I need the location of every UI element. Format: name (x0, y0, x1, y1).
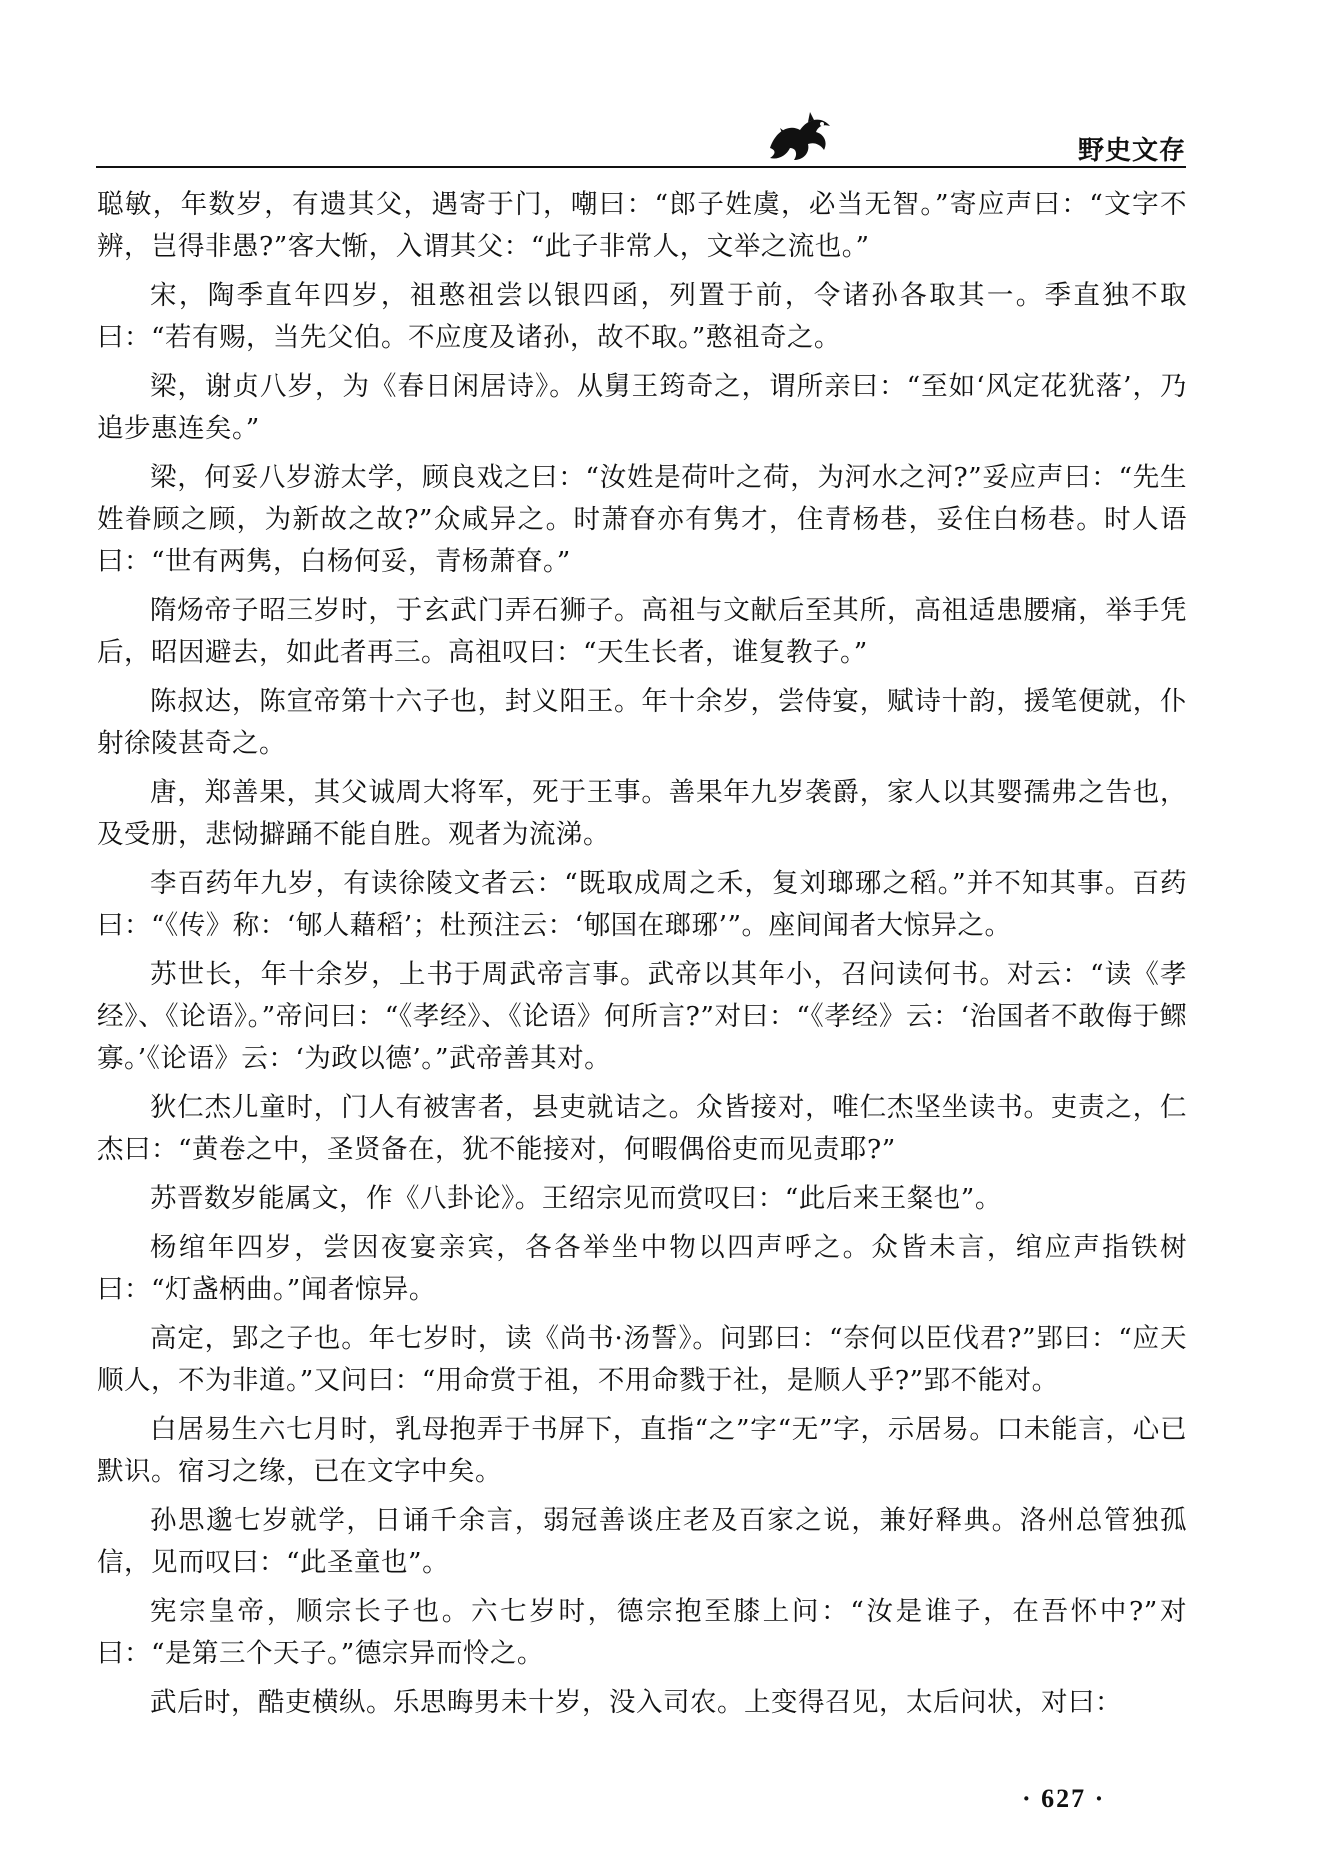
article-body (97, 184, 1187, 1731)
page-header (96, 100, 1186, 170)
paragraph: 聪敏，年数岁，有遗其父，遇寄于门，嘲曰：“郎子姓虞，必当无智。”寄应声曰：“文字不辨，岂得非愚?”客大惭，入谓其父：“此子非常人，文举之流也。” (97, 189, 1187, 262)
paragraph: 陈叔达，陈宣帝第十六子也，封义阳王。年十余岁，尝侍宴，赋诗十韵，援笔便就，仆射徐陵甚奇之。 (97, 686, 1187, 759)
paragraph: 李百药年九岁，有读徐陵文者云：“既取成周之禾，复刘瑯琊之稻。”并不知其事。百药曰：“《传》称：‘郇人藉稻’；杜预注云：‘郇国在瑯琊’”。座间闻者大惊异之。 (97, 868, 1187, 941)
page-number: · 627 · (1022, 1784, 1106, 1813)
paragraph: 狄仁杰儿童时，门人有被害者，县吏就诘之。众皆接对，唯仁杰坚坐读书。吏责之，仁杰曰：“黄卷之中，圣贤备在，犹不能接对，何暇偶俗吏而见责耶?” (97, 1092, 1187, 1165)
paragraph: 高定，郢之子也。年七岁时，读《尚书·汤誓》。问郢曰：“奈何以臣伐君?”郢曰：“应天顺人，不为非道。”又问曰：“用命赏于祖，不用命戮于社，是顺人乎?”郢不能对。 (97, 1323, 1187, 1396)
paragraph: 宪宗皇帝，顺宗长子也。六七岁时，德宗抱至膝上问：“汝是谁子，在吾怀中?”对曰：“是第三个天子。”德宗异而怜之。 (97, 1596, 1187, 1669)
paragraph: 隋炀帝子昭三岁时，于玄武门弄石狮子。高祖与文献后至其所，高祖适患腰痛，举手凭后，昭因避去，如此者再三。高祖叹曰：“天生长者，谁复教子。” (97, 595, 1187, 668)
paragraph: 杨绾年四岁，尝因夜宴亲宾，各各举坐中物以四声呼之。众皆未言，绾应声指铁树曰：“灯盏柄曲。”闻者惊异。 (97, 1232, 1187, 1305)
dragon-emblem-icon (764, 108, 836, 166)
paragraph: 武后时，酷吏横纵。乐思晦男未十岁，没入司农。上变得召见，太后问状，对曰： (150, 1687, 1122, 1718)
paragraph: 宋，陶季直年四岁，祖憨祖尝以银四函，列置于前，令诸孙各取其一。季直独不取曰：“若有赐，当先父伯。不应度及诸孙，故不取。”憨祖奇之。 (97, 280, 1187, 353)
paragraph: 苏晋数岁能属文，作《八卦论》。王绍宗见而赏叹曰：“此后来王粲也”。 (150, 1183, 1002, 1214)
paragraph: 梁，何妥八岁游太学，顾良戏之曰：“汝姓是荷叶之荷，为河水之河?”妥应声曰：“先生姓眷顾之顾，为新故之故?”众咸异之。时萧眘亦有隽才，住青杨巷，妥住白杨巷。时人语曰：“世有两隽，白杨何妥，青杨萧眘。” (97, 462, 1187, 577)
header-rule (96, 166, 1186, 168)
paragraph: 孙思邈七岁就学，日诵千余言，弱冠善谈庄老及百家之说，兼好释典。洛州总管独孤信，见而叹曰：“此圣童也”。 (97, 1505, 1187, 1578)
series-title: 野史文存 (1077, 136, 1186, 166)
paragraph: 白居易生六七月时，乳母抱弄于书屏下，直指“之”字“无”字，示居易。口未能言，心已默识。宿习之缘，已在文字中矣。 (97, 1414, 1187, 1487)
paragraph: 苏世长，年十余岁，上书于周武帝言事。武帝以其年小，召问读何书。对云：“读《孝经》、《论语》。”帝问曰：“《孝经》、《论语》何所言?”对曰：“《孝经》云：‘治国者不敢侮于鳏寡。’《论语》云：‘为政以德’。”武帝善其对。 (97, 959, 1187, 1074)
paragraph: 唐，郑善果，其父诚周大将军，死于王事。善果年九岁袭爵，家人以其婴孺弗之告也，及受册，悲恸擗踊不能自胜。观者为流涕。 (97, 777, 1187, 850)
paragraph: 梁，谢贞八岁，为《春日闲居诗》。从舅王筠奇之，谓所亲曰：“至如‘风定花犹落’，乃追步惠连矣。” (97, 371, 1187, 444)
